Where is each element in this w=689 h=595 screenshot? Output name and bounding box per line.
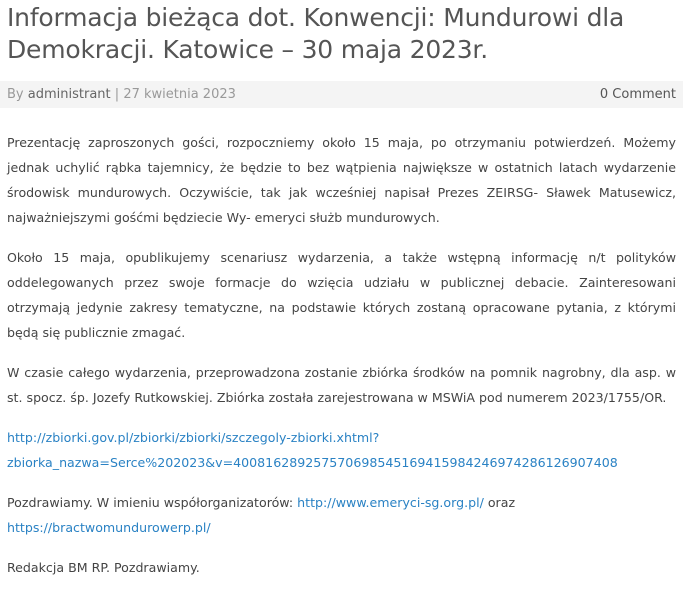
paragraph-scenario: Około 15 maja, opublikujemy scenariusz wydarzenia, a także wstępną informację n/t polityków oddelegowanych przez swoje formacje do wzięcia udziału w publicznej debacie. Zainteresowani otrzymają jedynie zakresy tematyczne, na podstawie których zostaną opracowane pytania, z którymi będą się publicznie zmagać. — [7, 250, 676, 340]
article-content — [7, 130, 676, 595]
author-link[interactable]: administrant — [27, 87, 111, 102]
bractwo-link[interactable]: https://bractwomundurowerp.pl/ — [7, 520, 211, 535]
greetings-text: Pozdrawiamy. W imieniu współorganizatorów: — [7, 495, 294, 510]
paragraph-greetings — [7, 490, 676, 540]
paragraph-fundraiser: W czasie całego wydarzenia, przeprowadzona zostanie zbiórka środków na pomnik nagrobny, dla asp. w st. spocz. śp. Jozefy Rutkowskiej. Zbiórka została zarejestrowana w MSWiA pod numerem 2023/1755/OR. — [7, 365, 676, 405]
post-meta-left — [7, 81, 236, 108]
article-title[interactable]: Informacja bieżąca dot. Konwencji: Mundurowi dla Demokracji. Katowice – 30 maja 2023r. — [7, 3, 625, 64]
oraz-text: oraz — [487, 495, 516, 510]
paragraph-signature: Redakcja BM RP. Pozdrawiamy. — [7, 560, 200, 575]
comments-link[interactable]: 0 Comment — [599, 87, 676, 102]
fundraiser-link[interactable] — [7, 430, 618, 470]
post-date: 27 kwietnia 2023 — [123, 87, 236, 102]
meta-separator: | — [114, 87, 120, 102]
by-label: By — [7, 87, 24, 102]
fundraiser-link-line1: http://zbiorki.gov.pl/zbiorki/zbiorki/szczegoly-zbiorki.xhtml? — [7, 430, 380, 445]
paragraph-fundraiser-link — [7, 425, 676, 475]
paragraph-guests: Prezentację zaproszonych gości, rozpoczniemy około 15 maja, po otrzymaniu potwierdzeń. Możemy jednak uchylić rąbka tajemnicy, że będzie to bez wątpienia największe w ostatnich latach wydarzenie środowisk mundurowych. Oczywiście, tak jak wcześniej napisał Prezes ZEIRSG- Sławek Matusewicz, najważniejszymi gośćmi będziecie Wy- emeryci służb mundurowych. — [7, 135, 676, 225]
fundraiser-link-line2: zbiorka_nazwa=Serce%202023&v=4008162892575706985451694159842469742861269074​08 — [7, 455, 618, 470]
emeryci-sg-link[interactable]: http://www.emeryci-sg.org.pl/ — [297, 495, 484, 510]
post-meta-bar — [0, 81, 683, 108]
